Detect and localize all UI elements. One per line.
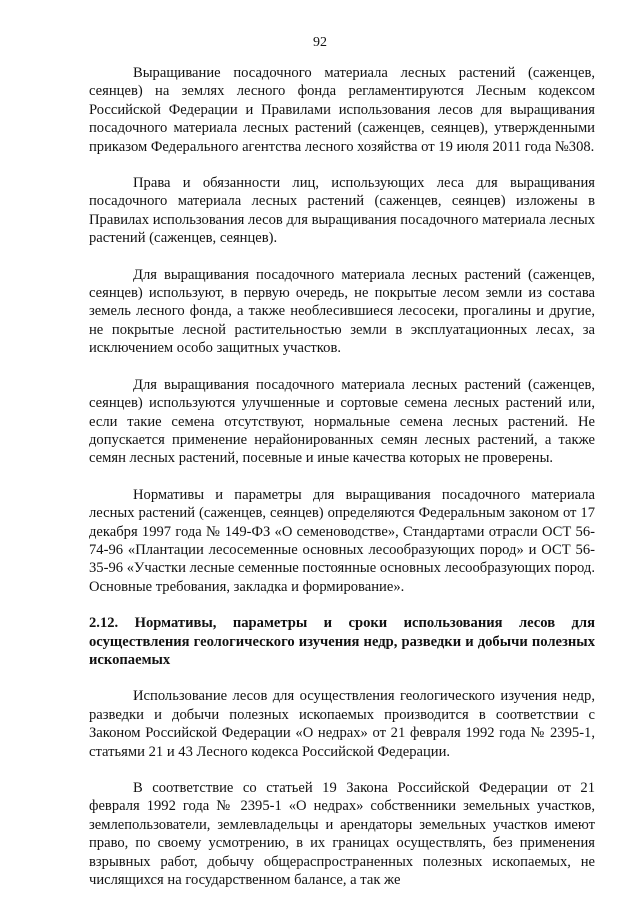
paragraph-land-use: Для выращивания посадочного материала лесных растений (саженцев, сеянцев) используют, в первую очередь, не покрытые лесом земли из состава земель лесного фонда, а также необлесившиеся лесосеки, прогалины и другие, не покрытые лесной растительностью земли в эксплуатационных лесах, за исключением особо защитных участков. xyxy=(89,266,595,357)
page-number: 92 xyxy=(313,35,327,50)
paragraph-seeds: Для выращивания посадочного материала лесных растений (саженцев, сеянцев) используются улучшенные и сортовые семена лесных растений или, если такие семена отсутствуют, нормальные семена лесных растений. Не допускается применение нерайонированных семян лесных растений, а также семян лесных растений, посевные и иные качества которых не проверены. xyxy=(89,376,595,467)
paragraph-norms-parameters: Нормативы и параметры для выращивания посадочного материала лесных растений (саженцев, сеянцев) определяются Федеральным законом от 17 декабря 1997 года № 149-ФЗ «О семеноводстве», Стандартами отрасли ОСТ 56-74-96 «Плантации лесосеменные основных лесообразующих пород» и ОСТ 56-35-96 «Участки лесные семенные постоянные основных лесообразующих пород. Основные требования, закладка и формирование». xyxy=(89,486,595,595)
section-heading: 2.12. Нормативы, параметры и сроки использования лесов для осуществления геологического изучения недр, разведки и добычи полезных ископаемых xyxy=(89,615,595,668)
paragraph-rights-obligations: Права и обязанности лиц, использующих леса для выращивания посадочного материала лесных растений (саженцев, сеянцев) изложены в Правилах использования лесов для выращивания посадочного материала лесных растений (саженцев, сеянцев). xyxy=(89,175,595,247)
page-content xyxy=(89,64,595,907)
paragraph-geology-law: Использование лесов для осуществления геологического изучения недр, разведки и добычи полезных ископаемых производится в соответствии с Законом Российской Федерации «О недрах» от 21 февраля 1992 года № 2395-1, статьями 21 и 43 Лесного кодекса Российской Федерации. xyxy=(89,688,595,760)
paragraph-seedling-regulation: Выращивание посадочного материала лесных растений (саженцев, сеянцев) на землях лесного фонда регламентируются Лесным кодексом Российской Федерации и Правилами использования лесов для выращивания посадочного материала лесных растений (саженцев, сеянцев), утвержденными приказом Федерального агентства лесного хозяйства от 19 июля 2011 года №308. xyxy=(89,65,595,155)
paragraph-article-19: В соответствие со статьей 19 Закона Российской Федерации от 21 февраля 1992 года № 2395-1 «О недрах» собственники земельных участков, землепользователи, землевладельцы и арендаторы земельных участков имеют право, по своему усмотрению, в их границах осуществлять, без применения взрывных работ, добычу общераспространенных полезных ископаемых, не числящихся на государственном балансе, а так же xyxy=(89,780,595,889)
